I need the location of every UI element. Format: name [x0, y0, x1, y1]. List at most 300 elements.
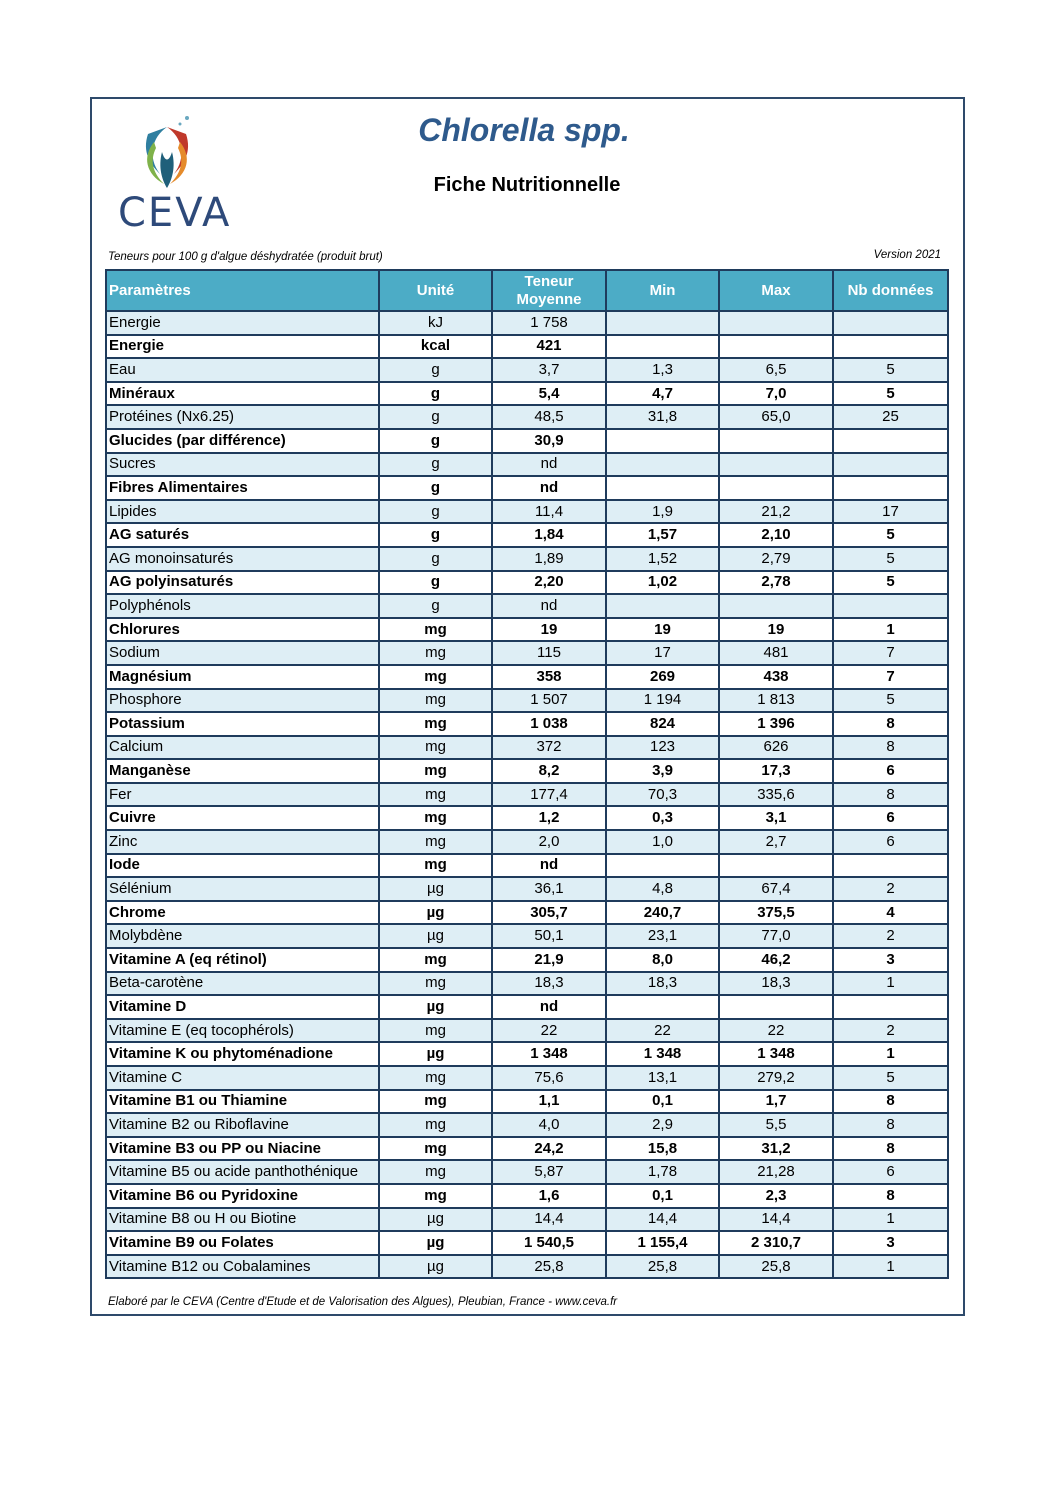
count-cell: 6 — [833, 1160, 948, 1184]
max-cell — [719, 476, 833, 500]
mean-cell: 1 758 — [492, 311, 606, 335]
max-cell: 65,0 — [719, 405, 833, 429]
max-cell: 31,2 — [719, 1137, 833, 1161]
count-cell: 1 — [833, 972, 948, 996]
param-cell: Chlorures — [106, 618, 379, 642]
max-cell: 2,10 — [719, 523, 833, 547]
count-cell: 1 — [833, 618, 948, 642]
table-row — [106, 523, 948, 547]
count-cell — [833, 453, 948, 477]
max-cell: 626 — [719, 736, 833, 760]
table-row — [106, 972, 948, 996]
nutrition-table — [105, 269, 949, 1279]
count-cell: 7 — [833, 665, 948, 689]
table-row — [106, 1137, 948, 1161]
mean-cell: 1,1 — [492, 1090, 606, 1114]
unit-cell: mg — [379, 689, 492, 713]
count-cell: 8 — [833, 1184, 948, 1208]
unit-cell: µg — [379, 1042, 492, 1066]
min-cell: 4,7 — [606, 382, 719, 406]
count-cell: 5 — [833, 358, 948, 382]
table-caption: Teneurs pour 100 g d'algue déshydratée (produit brut) — [108, 251, 383, 263]
param-cell: Vitamine K ou phytoménadione — [106, 1042, 379, 1066]
footer-credit: Elaboré par le CEVA (Centre d'Etude et de Valorisation des Algues), Pleubian, France - www.ceva.fr — [108, 1296, 618, 1308]
unit-cell: g — [379, 500, 492, 524]
max-cell: 67,4 — [719, 877, 833, 901]
count-cell: 5 — [833, 1066, 948, 1090]
min-cell: 1 194 — [606, 689, 719, 713]
mean-cell: 305,7 — [492, 901, 606, 925]
min-cell — [606, 854, 719, 878]
param-cell: Vitamine C — [106, 1066, 379, 1090]
table-row — [106, 335, 948, 359]
min-cell: 1,52 — [606, 547, 719, 571]
param-cell: Vitamine D — [106, 995, 379, 1019]
table-row — [106, 854, 948, 878]
count-cell — [833, 311, 948, 335]
min-cell: 18,3 — [606, 972, 719, 996]
max-cell: 2 310,7 — [719, 1231, 833, 1255]
max-cell — [719, 311, 833, 335]
max-cell: 481 — [719, 641, 833, 665]
min-cell: 123 — [606, 736, 719, 760]
table-row — [106, 689, 948, 713]
mean-cell: 372 — [492, 736, 606, 760]
param-cell: AG polyinsaturés — [106, 571, 379, 595]
count-cell: 3 — [833, 948, 948, 972]
min-cell: 14,4 — [606, 1208, 719, 1232]
table-row — [106, 783, 948, 807]
param-cell: Minéraux — [106, 382, 379, 406]
min-cell: 13,1 — [606, 1066, 719, 1090]
max-cell: 7,0 — [719, 382, 833, 406]
mean-cell: 1 038 — [492, 712, 606, 736]
mean-cell: 1,84 — [492, 523, 606, 547]
max-cell — [719, 429, 833, 453]
mean-cell: 36,1 — [492, 877, 606, 901]
param-cell: Energie — [106, 311, 379, 335]
min-cell: 1,3 — [606, 358, 719, 382]
count-cell: 8 — [833, 783, 948, 807]
max-cell: 25,8 — [719, 1255, 833, 1279]
min-cell — [606, 335, 719, 359]
max-cell — [719, 594, 833, 618]
header-min: Min — [606, 270, 719, 311]
unit-cell: g — [379, 358, 492, 382]
count-cell: 8 — [833, 1113, 948, 1137]
param-cell: Potassium — [106, 712, 379, 736]
unit-cell: mg — [379, 806, 492, 830]
max-cell: 22 — [719, 1019, 833, 1043]
param-cell: Vitamine B6 ou Pyridoxine — [106, 1184, 379, 1208]
count-cell: 8 — [833, 1090, 948, 1114]
param-cell: Vitamine E (eq tocophérols) — [106, 1019, 379, 1043]
min-cell: 4,8 — [606, 877, 719, 901]
mean-cell: 18,3 — [492, 972, 606, 996]
count-cell — [833, 335, 948, 359]
mean-cell: 14,4 — [492, 1208, 606, 1232]
min-cell: 824 — [606, 712, 719, 736]
min-cell: 240,7 — [606, 901, 719, 925]
min-cell: 1 348 — [606, 1042, 719, 1066]
param-cell: Phosphore — [106, 689, 379, 713]
unit-cell: mg — [379, 1090, 492, 1114]
max-cell — [719, 854, 833, 878]
mean-cell: nd — [492, 995, 606, 1019]
param-cell: Eau — [106, 358, 379, 382]
param-cell: Zinc — [106, 830, 379, 854]
unit-cell: µg — [379, 1255, 492, 1279]
mean-cell: 1,2 — [492, 806, 606, 830]
header-unit: Unité — [379, 270, 492, 311]
min-cell: 23,1 — [606, 924, 719, 948]
min-cell: 8,0 — [606, 948, 719, 972]
table-row — [106, 547, 948, 571]
unit-cell: mg — [379, 972, 492, 996]
count-cell: 6 — [833, 759, 948, 783]
param-cell: Cuivre — [106, 806, 379, 830]
mean-cell: 1,6 — [492, 1184, 606, 1208]
count-cell: 7 — [833, 641, 948, 665]
min-cell: 0,1 — [606, 1184, 719, 1208]
count-cell: 5 — [833, 571, 948, 595]
unit-cell: mg — [379, 1184, 492, 1208]
mean-cell: 48,5 — [492, 405, 606, 429]
count-cell: 2 — [833, 924, 948, 948]
table-row — [106, 1160, 948, 1184]
max-cell: 2,78 — [719, 571, 833, 595]
header-count: Nb données — [833, 270, 948, 311]
max-cell: 5,5 — [719, 1113, 833, 1137]
table-row — [106, 995, 948, 1019]
unit-cell: g — [379, 547, 492, 571]
min-cell — [606, 995, 719, 1019]
mean-cell: 2,20 — [492, 571, 606, 595]
table-row — [106, 571, 948, 595]
table-row — [106, 1208, 948, 1232]
unit-cell: g — [379, 405, 492, 429]
unit-cell: mg — [379, 783, 492, 807]
param-cell: Sodium — [106, 641, 379, 665]
mean-cell: 25,8 — [492, 1255, 606, 1279]
mean-cell: 1 507 — [492, 689, 606, 713]
table-row — [106, 476, 948, 500]
max-cell — [719, 453, 833, 477]
table-row — [106, 405, 948, 429]
mean-cell: 50,1 — [492, 924, 606, 948]
param-cell: Vitamine B9 ou Folates — [106, 1231, 379, 1255]
unit-cell: g — [379, 523, 492, 547]
unit-cell: µg — [379, 877, 492, 901]
unit-cell: g — [379, 429, 492, 453]
mean-cell: 19 — [492, 618, 606, 642]
param-cell: Vitamine A (eq rétinol) — [106, 948, 379, 972]
unit-cell: mg — [379, 759, 492, 783]
min-cell — [606, 594, 719, 618]
table-row — [106, 1255, 948, 1279]
min-cell: 25,8 — [606, 1255, 719, 1279]
mean-cell: 22 — [492, 1019, 606, 1043]
min-cell: 0,3 — [606, 806, 719, 830]
unit-cell: g — [379, 453, 492, 477]
unit-cell: µg — [379, 1231, 492, 1255]
table-body — [106, 311, 948, 1278]
count-cell: 2 — [833, 877, 948, 901]
count-cell: 5 — [833, 547, 948, 571]
min-cell — [606, 453, 719, 477]
param-cell: Vitamine B8 ou H ou Biotine — [106, 1208, 379, 1232]
count-cell: 8 — [833, 736, 948, 760]
max-cell: 438 — [719, 665, 833, 689]
max-cell: 19 — [719, 618, 833, 642]
mean-cell: nd — [492, 476, 606, 500]
max-cell: 2,79 — [719, 547, 833, 571]
max-cell: 1 813 — [719, 689, 833, 713]
table-row — [106, 1066, 948, 1090]
unit-cell: mg — [379, 1137, 492, 1161]
count-cell: 8 — [833, 712, 948, 736]
param-cell: Vitamine B2 ou Riboflavine — [106, 1113, 379, 1137]
param-cell: Fer — [106, 783, 379, 807]
max-cell: 1 348 — [719, 1042, 833, 1066]
min-cell: 1 155,4 — [606, 1231, 719, 1255]
header-mean: Teneur Moyenne — [492, 270, 606, 311]
param-cell: Fibres Alimentaires — [106, 476, 379, 500]
min-cell: 22 — [606, 1019, 719, 1043]
header-max: Max — [719, 270, 833, 311]
mean-cell: 421 — [492, 335, 606, 359]
count-cell: 1 — [833, 1255, 948, 1279]
header-param: Paramètres — [106, 270, 379, 311]
unit-cell: g — [379, 476, 492, 500]
count-cell — [833, 995, 948, 1019]
count-cell: 3 — [833, 1231, 948, 1255]
mean-cell: 11,4 — [492, 500, 606, 524]
unit-cell: kcal — [379, 335, 492, 359]
unit-cell: mg — [379, 736, 492, 760]
max-cell: 3,1 — [719, 806, 833, 830]
table-header-row — [106, 270, 948, 311]
count-cell — [833, 854, 948, 878]
table-row — [106, 500, 948, 524]
unit-cell: g — [379, 594, 492, 618]
min-cell: 3,9 — [606, 759, 719, 783]
mean-cell: nd — [492, 453, 606, 477]
count-cell: 1 — [833, 1208, 948, 1232]
param-cell: Vitamine B12 ou Cobalamines — [106, 1255, 379, 1279]
param-cell: Sélénium — [106, 877, 379, 901]
unit-cell: mg — [379, 1160, 492, 1184]
document-title: Chlorella spp. — [418, 112, 630, 148]
table-row — [106, 641, 948, 665]
max-cell: 46,2 — [719, 948, 833, 972]
mean-cell: 30,9 — [492, 429, 606, 453]
version-label: Version 2021 — [873, 249, 941, 261]
unit-cell: mg — [379, 665, 492, 689]
unit-cell: µg — [379, 995, 492, 1019]
max-cell: 18,3 — [719, 972, 833, 996]
param-cell: Manganèse — [106, 759, 379, 783]
mean-cell: nd — [492, 594, 606, 618]
min-cell: 17 — [606, 641, 719, 665]
mean-cell: 3,7 — [492, 358, 606, 382]
table-row — [106, 665, 948, 689]
min-cell: 1,78 — [606, 1160, 719, 1184]
count-cell: 4 — [833, 901, 948, 925]
table-row — [106, 901, 948, 925]
table-row — [106, 1042, 948, 1066]
unit-cell: mg — [379, 830, 492, 854]
max-cell: 6,5 — [719, 358, 833, 382]
mean-cell: 5,4 — [492, 382, 606, 406]
count-cell: 25 — [833, 405, 948, 429]
mean-cell: 177,4 — [492, 783, 606, 807]
param-cell: Protéines (Nx6.25) — [106, 405, 379, 429]
table-row — [106, 830, 948, 854]
ceva-logo-text: CEVA — [118, 190, 232, 236]
param-cell: Vitamine B1 ou Thiamine — [106, 1090, 379, 1114]
param-cell: AG saturés — [106, 523, 379, 547]
count-cell: 17 — [833, 500, 948, 524]
param-cell: Sucres — [106, 453, 379, 477]
max-cell — [719, 995, 833, 1019]
param-cell: Lipides — [106, 500, 379, 524]
min-cell — [606, 476, 719, 500]
count-cell: 5 — [833, 523, 948, 547]
table-row — [106, 924, 948, 948]
max-cell: 279,2 — [719, 1066, 833, 1090]
max-cell: 14,4 — [719, 1208, 833, 1232]
param-cell: AG monoinsaturés — [106, 547, 379, 571]
table-row — [106, 1231, 948, 1255]
unit-cell: mg — [379, 854, 492, 878]
table-row — [106, 382, 948, 406]
table-row — [106, 877, 948, 901]
unit-cell: mg — [379, 948, 492, 972]
table-row — [106, 712, 948, 736]
min-cell: 2,9 — [606, 1113, 719, 1137]
min-cell: 1,9 — [606, 500, 719, 524]
unit-cell: mg — [379, 1113, 492, 1137]
mean-cell: 4,0 — [492, 1113, 606, 1137]
count-cell: 6 — [833, 830, 948, 854]
count-cell — [833, 429, 948, 453]
table-row — [106, 1019, 948, 1043]
max-cell: 2,7 — [719, 830, 833, 854]
param-cell: Vitamine B3 ou PP ou Niacine — [106, 1137, 379, 1161]
min-cell: 1,0 — [606, 830, 719, 854]
max-cell: 2,3 — [719, 1184, 833, 1208]
count-cell: 2 — [833, 1019, 948, 1043]
unit-cell: mg — [379, 1019, 492, 1043]
min-cell — [606, 429, 719, 453]
table-row — [106, 759, 948, 783]
unit-cell: µg — [379, 924, 492, 948]
param-cell: Iode — [106, 854, 379, 878]
count-cell — [833, 594, 948, 618]
unit-cell: mg — [379, 641, 492, 665]
param-cell: Beta-carotène — [106, 972, 379, 996]
max-cell: 375,5 — [719, 901, 833, 925]
table-row — [106, 429, 948, 453]
min-cell: 0,1 — [606, 1090, 719, 1114]
min-cell — [606, 311, 719, 335]
unit-cell: mg — [379, 618, 492, 642]
count-cell: 6 — [833, 806, 948, 830]
document-subtitle: Fiche Nutritionnelle — [433, 174, 621, 196]
count-cell: 1 — [833, 1042, 948, 1066]
table-row — [106, 618, 948, 642]
unit-cell: mg — [379, 1066, 492, 1090]
mean-cell: 8,2 — [492, 759, 606, 783]
param-cell: Glucides (par différence) — [106, 429, 379, 453]
unit-cell: µg — [379, 1208, 492, 1232]
max-cell: 77,0 — [719, 924, 833, 948]
table-row — [106, 594, 948, 618]
param-cell: Energie — [106, 335, 379, 359]
max-cell: 21,28 — [719, 1160, 833, 1184]
min-cell: 1,57 — [606, 523, 719, 547]
min-cell: 70,3 — [606, 783, 719, 807]
unit-cell: g — [379, 571, 492, 595]
count-cell: 5 — [833, 689, 948, 713]
min-cell: 15,8 — [606, 1137, 719, 1161]
mean-cell: 21,9 — [492, 948, 606, 972]
table-row — [106, 311, 948, 335]
mean-cell: 1 348 — [492, 1042, 606, 1066]
min-cell: 1,02 — [606, 571, 719, 595]
param-cell: Chrome — [106, 901, 379, 925]
mean-cell: 358 — [492, 665, 606, 689]
table-row — [106, 806, 948, 830]
max-cell: 1,7 — [719, 1090, 833, 1114]
table-row — [106, 453, 948, 477]
min-cell: 31,8 — [606, 405, 719, 429]
param-cell: Molybdène — [106, 924, 379, 948]
min-cell: 269 — [606, 665, 719, 689]
param-cell: Magnésium — [106, 665, 379, 689]
mean-cell: 5,87 — [492, 1160, 606, 1184]
param-cell: Vitamine B5 ou acide panthothénique — [106, 1160, 379, 1184]
max-cell: 21,2 — [719, 500, 833, 524]
table-row — [106, 948, 948, 972]
unit-cell: mg — [379, 712, 492, 736]
max-cell: 17,3 — [719, 759, 833, 783]
mean-cell: 2,0 — [492, 830, 606, 854]
max-cell: 335,6 — [719, 783, 833, 807]
table-row — [106, 1184, 948, 1208]
count-cell — [833, 476, 948, 500]
unit-cell: g — [379, 382, 492, 406]
count-cell: 5 — [833, 382, 948, 406]
unit-cell: µg — [379, 901, 492, 925]
mean-cell: 115 — [492, 641, 606, 665]
param-cell: Calcium — [106, 736, 379, 760]
mean-cell: 75,6 — [492, 1066, 606, 1090]
min-cell: 19 — [606, 618, 719, 642]
mean-cell: 1 540,5 — [492, 1231, 606, 1255]
max-cell: 1 396 — [719, 712, 833, 736]
table-row — [106, 358, 948, 382]
unit-cell: kJ — [379, 311, 492, 335]
table-row — [106, 736, 948, 760]
param-cell: Polyphénols — [106, 594, 379, 618]
table-row — [106, 1113, 948, 1137]
max-cell — [719, 335, 833, 359]
table-row — [106, 1090, 948, 1114]
mean-cell: 1,89 — [492, 547, 606, 571]
mean-cell: 24,2 — [492, 1137, 606, 1161]
